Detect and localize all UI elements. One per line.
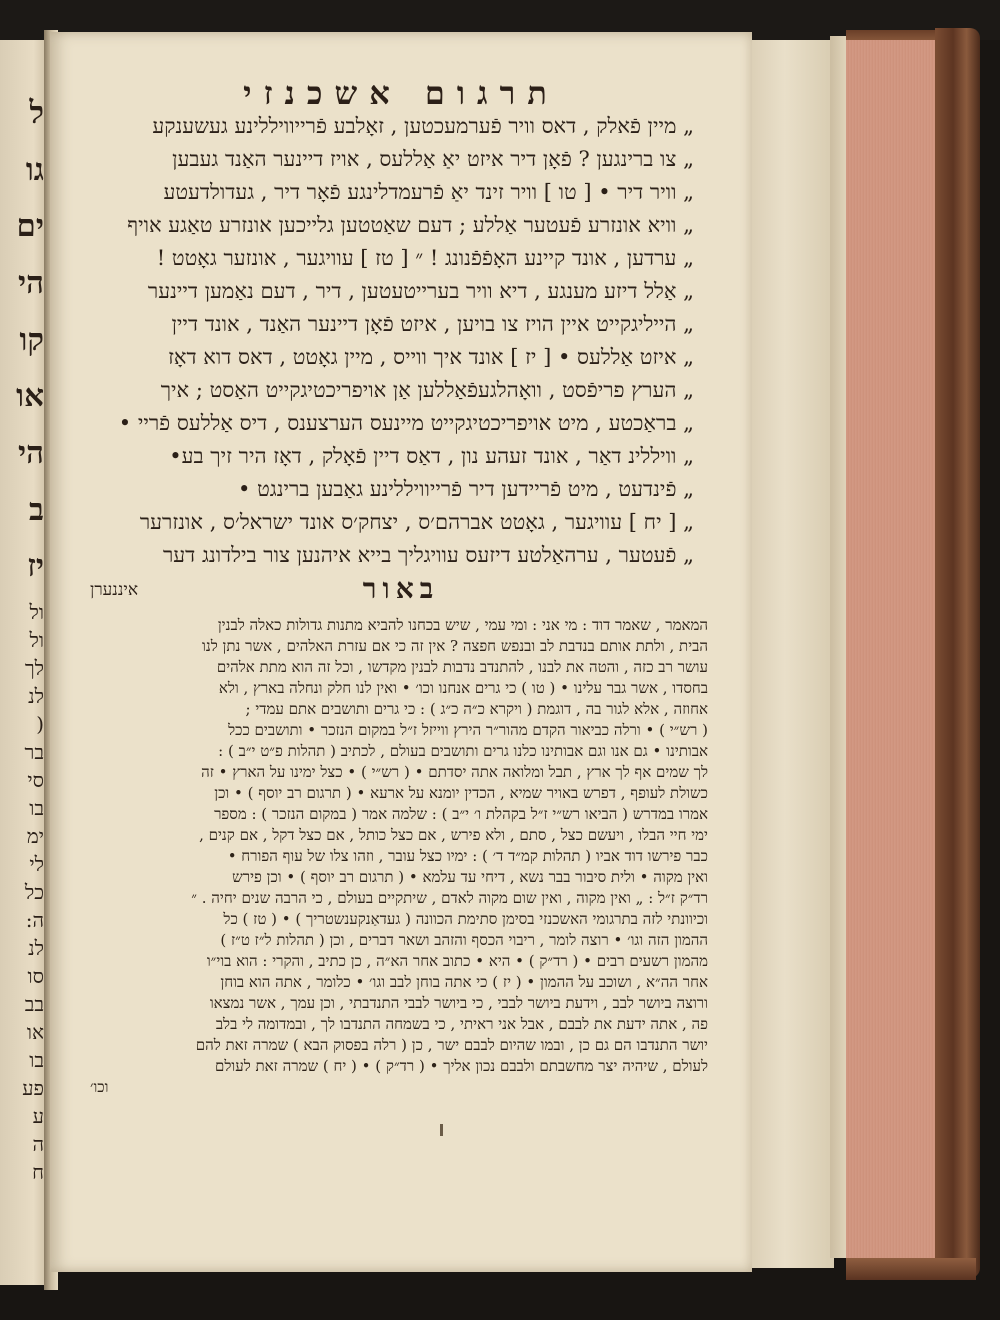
left-page-fragment: יז [27, 548, 44, 584]
commentary-line: אחר הה״א , ושוכב על ההמון • ( יז ) כי אתה בוחן לבב וגו׳ • כלומר , אתה הוא בוחן [220, 973, 708, 991]
left-page-small-fragment: ול [29, 628, 44, 652]
left-page-small-fragment: ה: [25, 908, 44, 932]
left-page-fragment: הי [18, 435, 44, 471]
flyleaf [752, 40, 834, 1268]
commentary-line: אבותינו • גם אנו וגם אבותינו כלנו גרים ותושבים בעולם , לכתיב ( תהלות פ״ט י״ב ) : [218, 742, 708, 760]
left-page-fragment: ים [16, 208, 44, 244]
left-page-fragment: הי [18, 265, 44, 301]
section-title-biur: באור [362, 572, 440, 605]
commentary-line: וכיוונתי לזה בתרגומי האשכנזי בסימן סתימת הכוונה ( געדאַנקענשטריך ) • ( טז ) כל [223, 910, 708, 928]
commentary-line: כבר פירשו דוד אביו ( תהלות קמ״ד ד׳ ) : ימיו כצל עובר , וזהו צלו של עוף הפורח • [227, 847, 708, 865]
catchword: איננערן [90, 580, 139, 600]
commentary-line: יושר התנדבו הם גם כן , ובמו שהיום לבבם ישר , כן ( רלה בפסוק הבא ) שמרה זאת להם [195, 1036, 708, 1054]
commentary-line: ימי חיי הבלו , ויעשם כצל , סתם , ולא פירש , אם כצל כותל , אם כצל דקל , אם קנים , [199, 826, 708, 844]
left-page-small-fragment: או [26, 1020, 44, 1044]
cover-bottom-edge [846, 1258, 976, 1280]
translation-line: „ וויללינ דאַר , אונד זעהע נון , דאַס דיין פֿאָלק , דאָז היר זיך בע• [169, 444, 694, 468]
commentary-line: בחסדו , אשר גבר עלינו • ( טו ) כי גרים אנחנו וכו׳ • ואין לנו חלק ונחלה בארץ , ולא [218, 679, 708, 697]
left-page-small-fragment: לנ [28, 936, 44, 960]
commentary-line: כשולת לעופף , דפרש באויר שמיא , הכדין יומנא על ארעא • ( תרגום רב יוסף ) • וכן [214, 784, 708, 802]
page-header-title: תרגום אשכנזי [243, 74, 559, 112]
commentary-line: ורוצה ביושר לבב , וידעת ביושר לבבי , כי ביושר לבבי התנדבתי , וכן עמך , אשר נמצאו [209, 994, 708, 1012]
main-page [50, 32, 752, 1272]
left-page-fragment: או [16, 378, 44, 414]
left-page-small-fragment: ול [29, 600, 44, 624]
left-page-fragment: גו [25, 152, 44, 188]
translation-line: „ בראַכטע , מיט אויפריכטיגקייט מיינעס הערצענס , דיס אַללעס פֿריי • [118, 411, 694, 435]
commentary-line: אחוזה , אלא לגור בה , דוגמת ( ויקרא כ״ה כ״ג ) : כי גרים ותושבים אתם עמדי ; [245, 700, 708, 718]
translation-line: „ צו ברינגען ? פֿאָן דיר איזט יאַ אַללעס , אויז דיינער האַנד געבען [172, 147, 694, 171]
page-fore-edge [846, 40, 940, 1260]
commentary-line: אמרו במדרש ( הביאו רש״י ז״ל בקהלת ו׳ י״ב ) : שלמה אמר ( במקום הנזכר ) : מספר [214, 805, 708, 823]
commentary-line: לך שמים אף לך ארץ , תבל ומלואה אתה יסדתם • ( רש״י ) • כצל ימינו על הארץ • זה [201, 763, 708, 781]
translation-line: „ הייליגקייט איין הויז צו בויען , איזט פֿאָן דיינער האַנד , אונד דיין [171, 312, 694, 336]
commentary-line: מהמון רשעים רבים • ( רד״ק ) • היא • כתוב אחר הא״ה , כן כתיב , והקרי : הוא בוי״ו [206, 952, 708, 970]
left-page-small-fragment: ( [36, 712, 44, 736]
translation-line: „ ערדען , אונד קיינע האָפֿפֿנונג ! ״ [ טז ] עוויגער , אונזער גאָטט ! [156, 246, 694, 270]
left-page-small-fragment: ח [32, 1160, 44, 1184]
left-page-small-fragment: סי [27, 768, 44, 792]
left-page-small-fragment: סו [27, 964, 44, 988]
left-page-small-fragment: בב [24, 992, 44, 1016]
left-page-small-fragment: ימ [26, 824, 44, 848]
translation-line: „ [ יח ] עוויגער , גאָטט אברהם׳ס , יצחק׳ס אונד ישראל׳ס , אונזרער [139, 510, 694, 534]
translation-line: „ הערץ פריפֿסט , וואָהלגעפֿאַללען אַן אויפריכטיגקייט האַסט ; איך [160, 378, 694, 402]
commentary-line: רד״ק ז״ל : „ ואין מקוה , ואין שום מקוה לאדם , שיתקיים בעולם , כי הרבה שנים יחיה . ״ [191, 889, 708, 907]
translation-line: „ וויר דיר • [ טו ] וויר זינד יאַ פֿרעמדלינגע פֿאָר דיר , געדולדעטע [163, 180, 694, 204]
translation-line: „ מיין פֿאלק , דאס וויר פֿערמעכטען , זאָלבע פֿרייוויללינע געשענקע [152, 114, 694, 138]
commentary-line: פה , אתה ידעת את לבבם , אבל אני ראיתי , כי בשמחה התנדבו לך , ובמדומה לי בלב [215, 1015, 708, 1033]
translation-line: „ פֿעטער , ערהאַלטע דיזעס עוויגליך בייא איהנען צור בילדונג דער [162, 543, 694, 567]
left-page-small-fragment: ה [32, 1132, 44, 1156]
left-neighbor-page [0, 40, 48, 1285]
left-page-small-fragment: כל [24, 880, 44, 904]
left-page-small-fragment: ע [32, 1104, 44, 1128]
commentary-line: המאמר , שאמר דוד : מי אני : ומי עמי , שיש בכחנו להביא מתנות גדולות כאלה לבנין [217, 616, 708, 634]
commentary-line: ( רש״י ) • ורלה כביאור הקדם מהור״ר הירץ ווייזל ז״ל במקום הנזכר • ותושבים ככל [228, 721, 708, 739]
commentary-line: הבית , ולתת אותם בנדבת לב ובנפש חפצה ? אין זה כי אם עזרת האלהים , אשר נתן לנו [202, 637, 708, 655]
commentary-line: לעולם , שיהיה יצר מחשבתם ולבבם נכון אליך • ( רד״ק ) • ( יח ) שמרה זאת לעולם [215, 1057, 708, 1075]
left-page-fragment: ב [29, 492, 44, 528]
translation-line: „ אַלל דיזע מענגע , דיא וויר בערייטעטען , דיר , דעם נאַמען דיינער [147, 279, 694, 303]
left-page-small-fragment: לנ [28, 684, 44, 708]
left-page-fragment: ל [29, 95, 44, 131]
commentary-line: ההמון הזה וגו׳ • רוצה לומר , ריבוי הכסף והזהב ושאר דברים , וכן ( תהלות ל״ז ט״ז ) [220, 931, 708, 949]
left-page-small-fragment: לך [24, 656, 44, 680]
left-page-fragment: קו [19, 322, 44, 358]
commentary-line: עושר רב כזה , והטה את לבנו , להתנדב נדבות לבנין מקדשו , וכל זה הוא מתת אלהים [216, 658, 708, 676]
left-page-small-fragment: בו [29, 1048, 44, 1072]
left-page-small-fragment: לי [29, 852, 44, 876]
translation-line: „ וויא אונזרע פֿעטער אַללע ; דעם שאַטטען גלייכען אונזרע טאַגע אויף [127, 213, 694, 237]
translation-line: „ פֿינדעט , מיט פֿריידען דיר פֿרייוויללינע גאַבען ברינגט • [238, 477, 694, 501]
left-page-small-fragment: בר [24, 740, 44, 764]
print-mark [440, 1124, 443, 1136]
translation-line: „ איזט אַללעס • [ יז ] אונד איך ווייס , מיין גאָטט , דאס דוא דאָז [168, 345, 694, 369]
book-cover-edge [935, 28, 980, 1278]
commentary-line: ואין מקוה • ולית סיבור בבר נשא , דיחי עד עלמא • ( תרגום רב יוסף ) • וכן פירש [232, 868, 708, 886]
left-page-small-fragment: פע [22, 1076, 44, 1100]
left-page-small-fragment: בו [29, 796, 44, 820]
commentary-line-last: וכו׳ [90, 1078, 109, 1096]
